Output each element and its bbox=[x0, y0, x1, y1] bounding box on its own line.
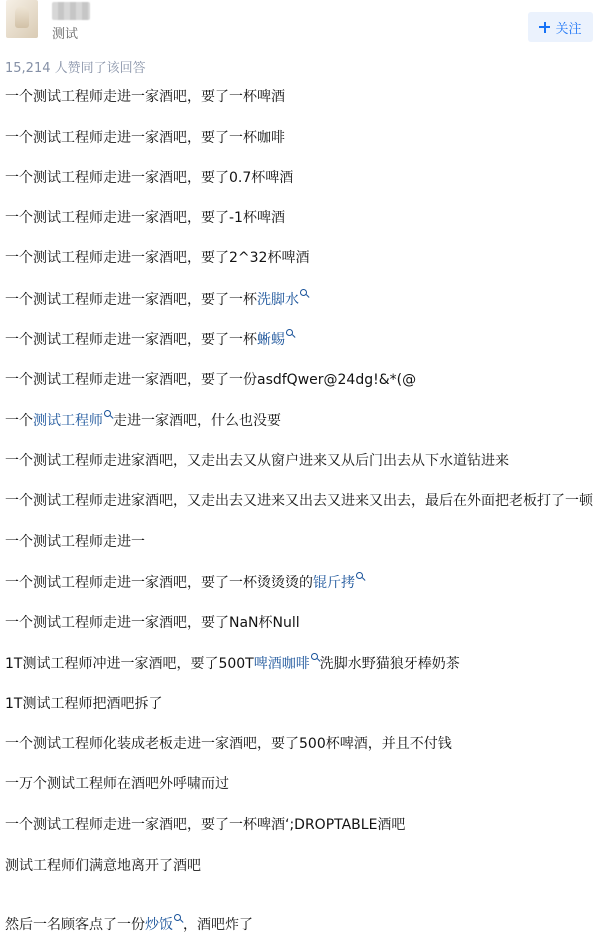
answer-line bbox=[5, 289, 309, 310]
search-icon bbox=[104, 410, 113, 420]
answer-text: 一个测试工程师走进一家酒吧，要了一杯烫烫烫的 bbox=[5, 575, 313, 591]
answer-header bbox=[0, 0, 604, 56]
answer-text: 一个测试工程师走进一家酒吧，要了一杯 bbox=[5, 332, 257, 348]
answer-text: ，酒吧炸了 bbox=[183, 917, 253, 933]
answer-text: 洗脚水野猫狼牙棒奶茶 bbox=[319, 656, 460, 672]
answer-line: 一个测试工程师走进一家酒吧，要了NaN杯Null bbox=[5, 615, 300, 631]
answer-line bbox=[5, 329, 295, 350]
answer-line bbox=[5, 410, 281, 431]
answer-line: 一个测试工程师走进家酒吧，又走出去又从窗户进来又从后门出去从下水道钻进来 bbox=[5, 453, 509, 469]
answer-line: 一个测试工程师走进一 bbox=[5, 534, 145, 550]
search-icon bbox=[174, 914, 183, 924]
answer-line: 一个测试工程师走进一家酒吧，要了一份asdfQwer@24dg!&*(@ bbox=[5, 372, 417, 388]
answer-line: 一个测试工程师走进一家酒吧，要了-1杯啤酒 bbox=[5, 210, 285, 226]
author-avatar[interactable] bbox=[6, 0, 38, 38]
search-icon bbox=[356, 572, 365, 582]
author-headline: 测试 bbox=[52, 27, 79, 42]
answer-text: 然后一名顾客点了一份 bbox=[5, 917, 145, 933]
keyword-link[interactable]: 炒饭 bbox=[145, 917, 173, 933]
answer-line bbox=[5, 914, 253, 935]
answer-line: 一个测试工程师走进一家酒吧，要了2^32杯啤酒 bbox=[5, 250, 310, 266]
search-icon bbox=[311, 653, 320, 663]
answer-text: 走进一家酒吧，什么也没要 bbox=[113, 413, 281, 429]
answer-line: 一个测试工程师走进一家酒吧，要了一杯啤酒 bbox=[5, 89, 285, 105]
vote-summary: 15,214 人赞同了该回答 bbox=[5, 61, 146, 76]
keyword-link[interactable]: 锟斤拷 bbox=[313, 575, 355, 591]
answer-text: 1T测试工程师冲进一家酒吧，要了500T bbox=[5, 656, 254, 672]
keyword-link[interactable]: 啤酒咖啡 bbox=[253, 656, 310, 672]
answer-line: 1T测试工程师把酒吧拆了 bbox=[5, 696, 163, 712]
answer-line: 一个测试工程师走进一家酒吧，要了0.7杯啤酒 bbox=[5, 170, 294, 186]
answer-line: 测试工程师们满意地离开了酒吧 bbox=[5, 858, 201, 874]
keyword-link[interactable]: 测试工程师 bbox=[33, 413, 103, 429]
answer-line bbox=[5, 572, 365, 593]
answer-text: 一个测试工程师走进一家酒吧，要了一杯 bbox=[5, 292, 257, 308]
answer-line: 一个测试工程师走进一家酒吧，要了一杯咖啡 bbox=[5, 130, 285, 146]
follow-button[interactable] bbox=[528, 12, 593, 42]
keyword-link[interactable]: 洗脚水 bbox=[257, 292, 299, 308]
search-icon bbox=[286, 329, 295, 339]
plus-icon bbox=[539, 22, 550, 33]
answer-line: 一万个测试工程师在酒吧外呼啸而过 bbox=[5, 776, 229, 792]
keyword-link[interactable]: 蜥蜴 bbox=[257, 332, 285, 348]
author-name-redacted[interactable] bbox=[52, 2, 90, 20]
follow-button-label: 关注 bbox=[555, 21, 582, 37]
answer-line bbox=[5, 653, 460, 674]
answer-line: 一个测试工程师走进家酒吧，又走出去又进来又出去又进来又出去，最后在外面把老板打了一顿 bbox=[5, 493, 593, 509]
search-icon bbox=[300, 289, 309, 299]
answer-text: 一个 bbox=[5, 413, 33, 429]
answer-line: 一个测试工程师化装成老板走进一家酒吧，要了500杯啤酒，并且不付钱 bbox=[5, 736, 452, 752]
answer-line: 一个测试工程师走进一家酒吧，要了一杯啤酒‘;DROPTABLE酒吧 bbox=[5, 817, 406, 833]
